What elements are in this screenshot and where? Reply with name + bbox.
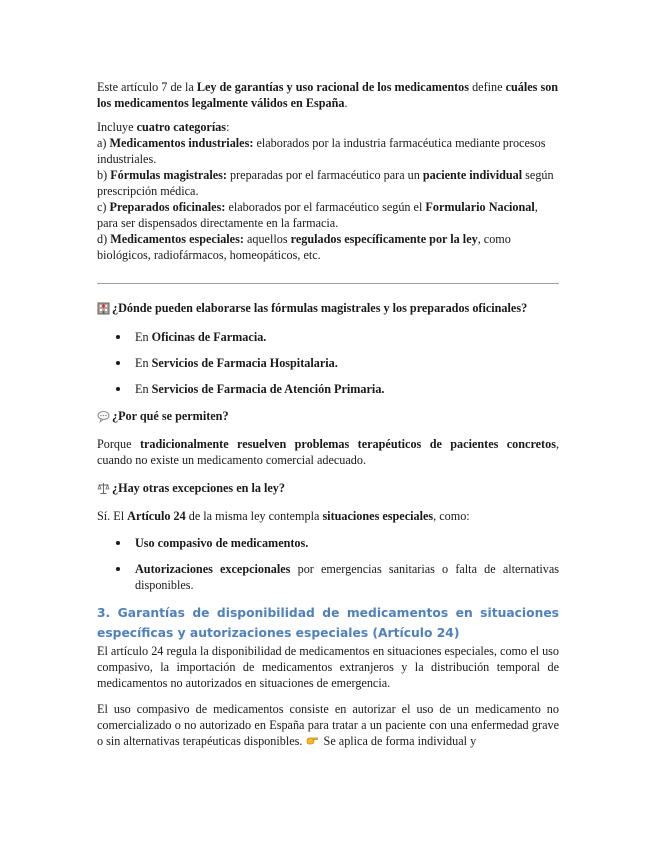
exceptions-list xyxy=(97,535,559,551)
question-where-title: ¿Dónde pueden elaborarse las fórmulas magistrales y los preparados oficinales? xyxy=(112,301,528,315)
exceptions-answer-text: Sí. El Artículo 24 de la misma ley contempla situaciones especiales, como: xyxy=(97,509,470,523)
list-item: En Servicios de Farmacia de Atención Primaria. xyxy=(97,381,559,397)
list-item: Uso compasivo de medicamentos. xyxy=(97,535,559,551)
list-item: En Servicios de Farmacia Hospitalaria. xyxy=(97,355,559,371)
places-list-3 xyxy=(97,381,559,397)
intro-paragraph xyxy=(97,79,559,111)
section-3-paragraph-2-text: El uso compasivo de medicamentos consiste en autorizar el uso de un medicamento no comercializado o no autorizado en España para tratar a un paciente con una enfermedad grave o sin alternativas terapéuticas disponibles. Se aplica de forma individual y xyxy=(97,702,559,748)
category-b: b) Fórmulas magistrales: preparadas por el farmacéutico para un paciente individual según prescripción médica. xyxy=(97,168,554,198)
categories-paragraph xyxy=(97,119,559,263)
speech-bubble-icon xyxy=(97,410,110,423)
exceptions-answer xyxy=(97,508,559,524)
question-exceptions-title: ¿Hay otras excepciones en la ley? xyxy=(112,481,285,495)
places-list xyxy=(97,329,559,345)
exceptions-list-2 xyxy=(97,561,559,593)
question-why-heading xyxy=(97,408,559,424)
places-list-2 xyxy=(97,355,559,371)
hospital-icon xyxy=(97,302,110,315)
section-3-paragraph-1-text: El artículo 24 regula la disponibilidad de medicamentos en situaciones especiales, como el uso compasivo, la importación de medicamentos extranjeros y la distribución temporal de medicamentos no autorizados en situaciones de emergencia. xyxy=(97,644,559,690)
category-a: a) Medicamentos industriales: elaborados por la industria farmacéutica mediante procesos industriales. xyxy=(97,136,546,166)
section-3-title: 3. Garantías de disponibilidad de medicamentos en situaciones específicas y autorizaciones especiales (Artículo 24) xyxy=(97,606,559,640)
list-item: Autorizaciones excepcionales por emergencias sanitarias o falta de alternativas disponibles. xyxy=(97,561,559,593)
horizontal-divider xyxy=(97,283,559,284)
scales-icon xyxy=(97,482,110,495)
question-where-heading xyxy=(97,300,559,316)
categories-intro: Incluye cuatro categorías: xyxy=(97,120,230,134)
question-why-title: ¿Por qué se permiten? xyxy=(112,409,229,423)
section-3-paragraph-1 xyxy=(97,643,559,691)
section-3-paragraph-2 xyxy=(97,701,559,749)
list-item: En Oficinas de Farmacia. xyxy=(97,329,559,345)
category-c: c) Preparados oficinales: elaborados por el farmacéutico según el Formulario Nacional, para ser dispensados directamente en la farmacia. xyxy=(97,200,538,230)
intro-statement: Este artículo 7 de la Ley de garantías y uso racional de los medicamentos define cuáles son los medicamentos legalmente válidos en España. xyxy=(97,80,559,110)
why-answer xyxy=(97,436,559,468)
pointing-hand-icon xyxy=(306,734,319,747)
why-answer-text: Porque tradicionalmente resuelven problemas terapéuticos de pacientes concretos, cuando no existe un medicamento comercial adecuado. xyxy=(97,437,559,467)
category-d: d) Medicamentos especiales: aquellos regulados específicamente por la ley, como biológicos, radiofármacos, homeopáticos, etc. xyxy=(97,232,511,262)
question-exceptions-heading xyxy=(97,480,559,496)
